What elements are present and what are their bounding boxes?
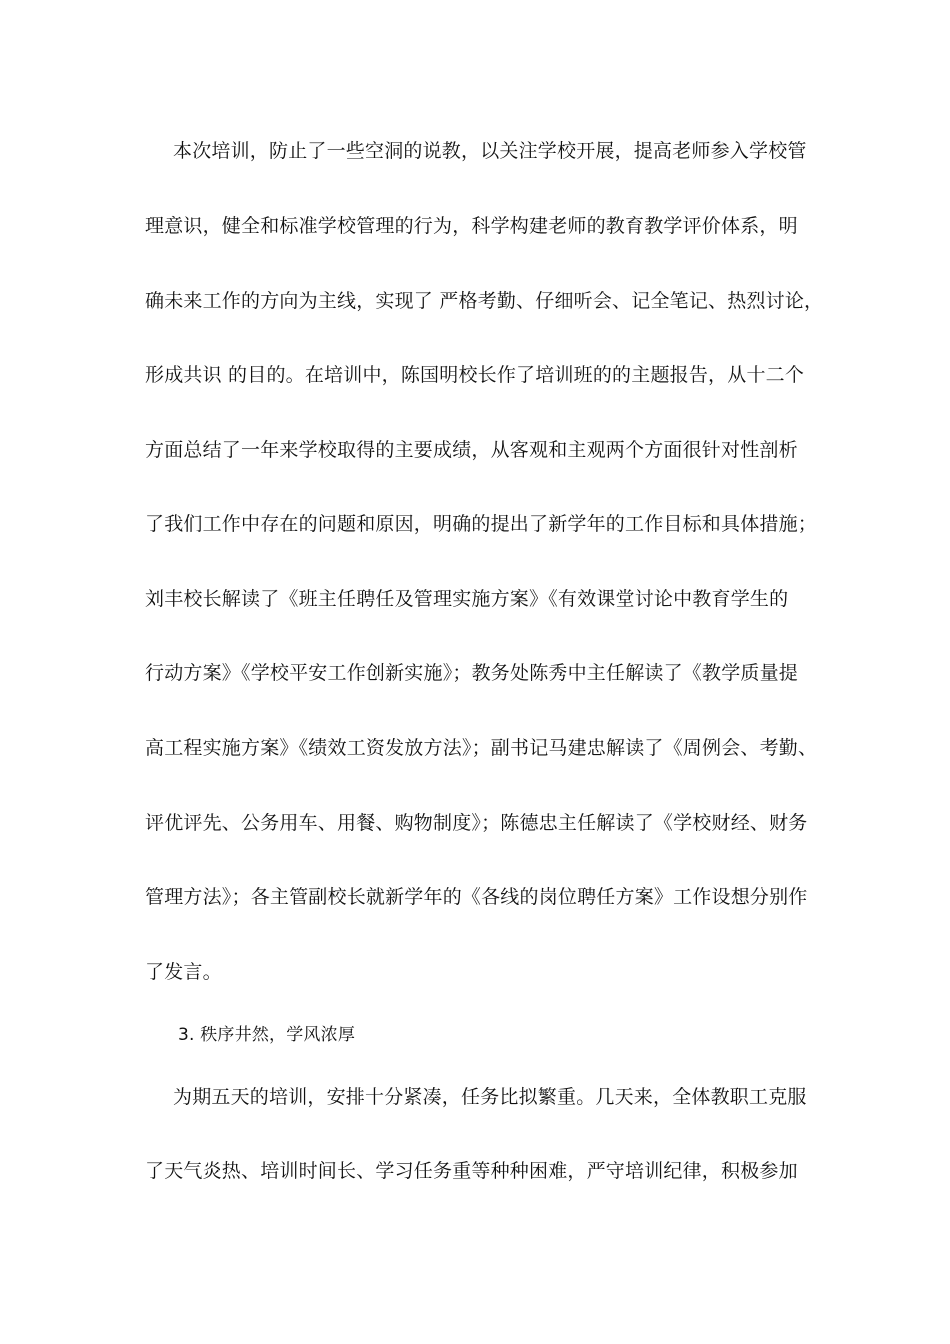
paragraph-line: 管理方法》；各主管副校长就新学年的《各线的岗位聘任方案》工作设想分别作 xyxy=(145,886,808,908)
paragraph-line: 确未来工作的方向为主线，实现了 严格考勤、仔细听会、记全笔记、热烈讨论， xyxy=(145,290,824,312)
paragraph-line: 方面总结了一年来学校取得的主要成绩，从客观和主观两个方面很针对性剖析 xyxy=(145,439,798,461)
section-heading: 3. 秩序井然，学风浓厚 xyxy=(178,1025,356,1045)
paragraph-line: 了天气炎热、培训时间长、学习任务重等种种困难，严守培训纪律，积极参加 xyxy=(145,1160,798,1182)
paragraph-line: 行动方案》《学校平安工作创新实施》；教务处陈秀中主任解读了《教学质量提 xyxy=(145,662,799,684)
paragraph-line: 了发言。 xyxy=(145,961,222,983)
paragraph-line: 理意识，健全和标准学校管理的行为，科学构建老师的教育教学评价体系，明 xyxy=(145,215,798,237)
paragraph-line: 刘丰校长解读了《班主任聘任及管理实施方案》《有效课堂讨论中教育学生的 xyxy=(145,588,789,610)
paragraph-line: 为期五天的培训，安排十分紧凑，任务比拟繁重。几天来，全体教职工克服 xyxy=(173,1086,807,1108)
paragraph-line: 高工程实施方案》《绩效工资发放方法》；副书记马建忠解读了《周例会、考勤、 xyxy=(145,737,818,759)
paragraph-line: 形成共识 的目的。在培训中，陈国明校长作了培训班的的主题报告，从十二个 xyxy=(145,364,805,386)
paragraph-line: 评优评先、公务用车、用餐、购物制度》；陈德忠主任解读了《学校财经、财务 xyxy=(145,812,808,834)
paragraph-line: 了我们工作中存在的问题和原因，明确的提出了新学年的工作目标和具体措施； xyxy=(145,513,818,535)
paragraph-line: 本次培训，防止了一些空洞的说教，以关注学校开展，提高老师参入学校管 xyxy=(173,140,807,162)
